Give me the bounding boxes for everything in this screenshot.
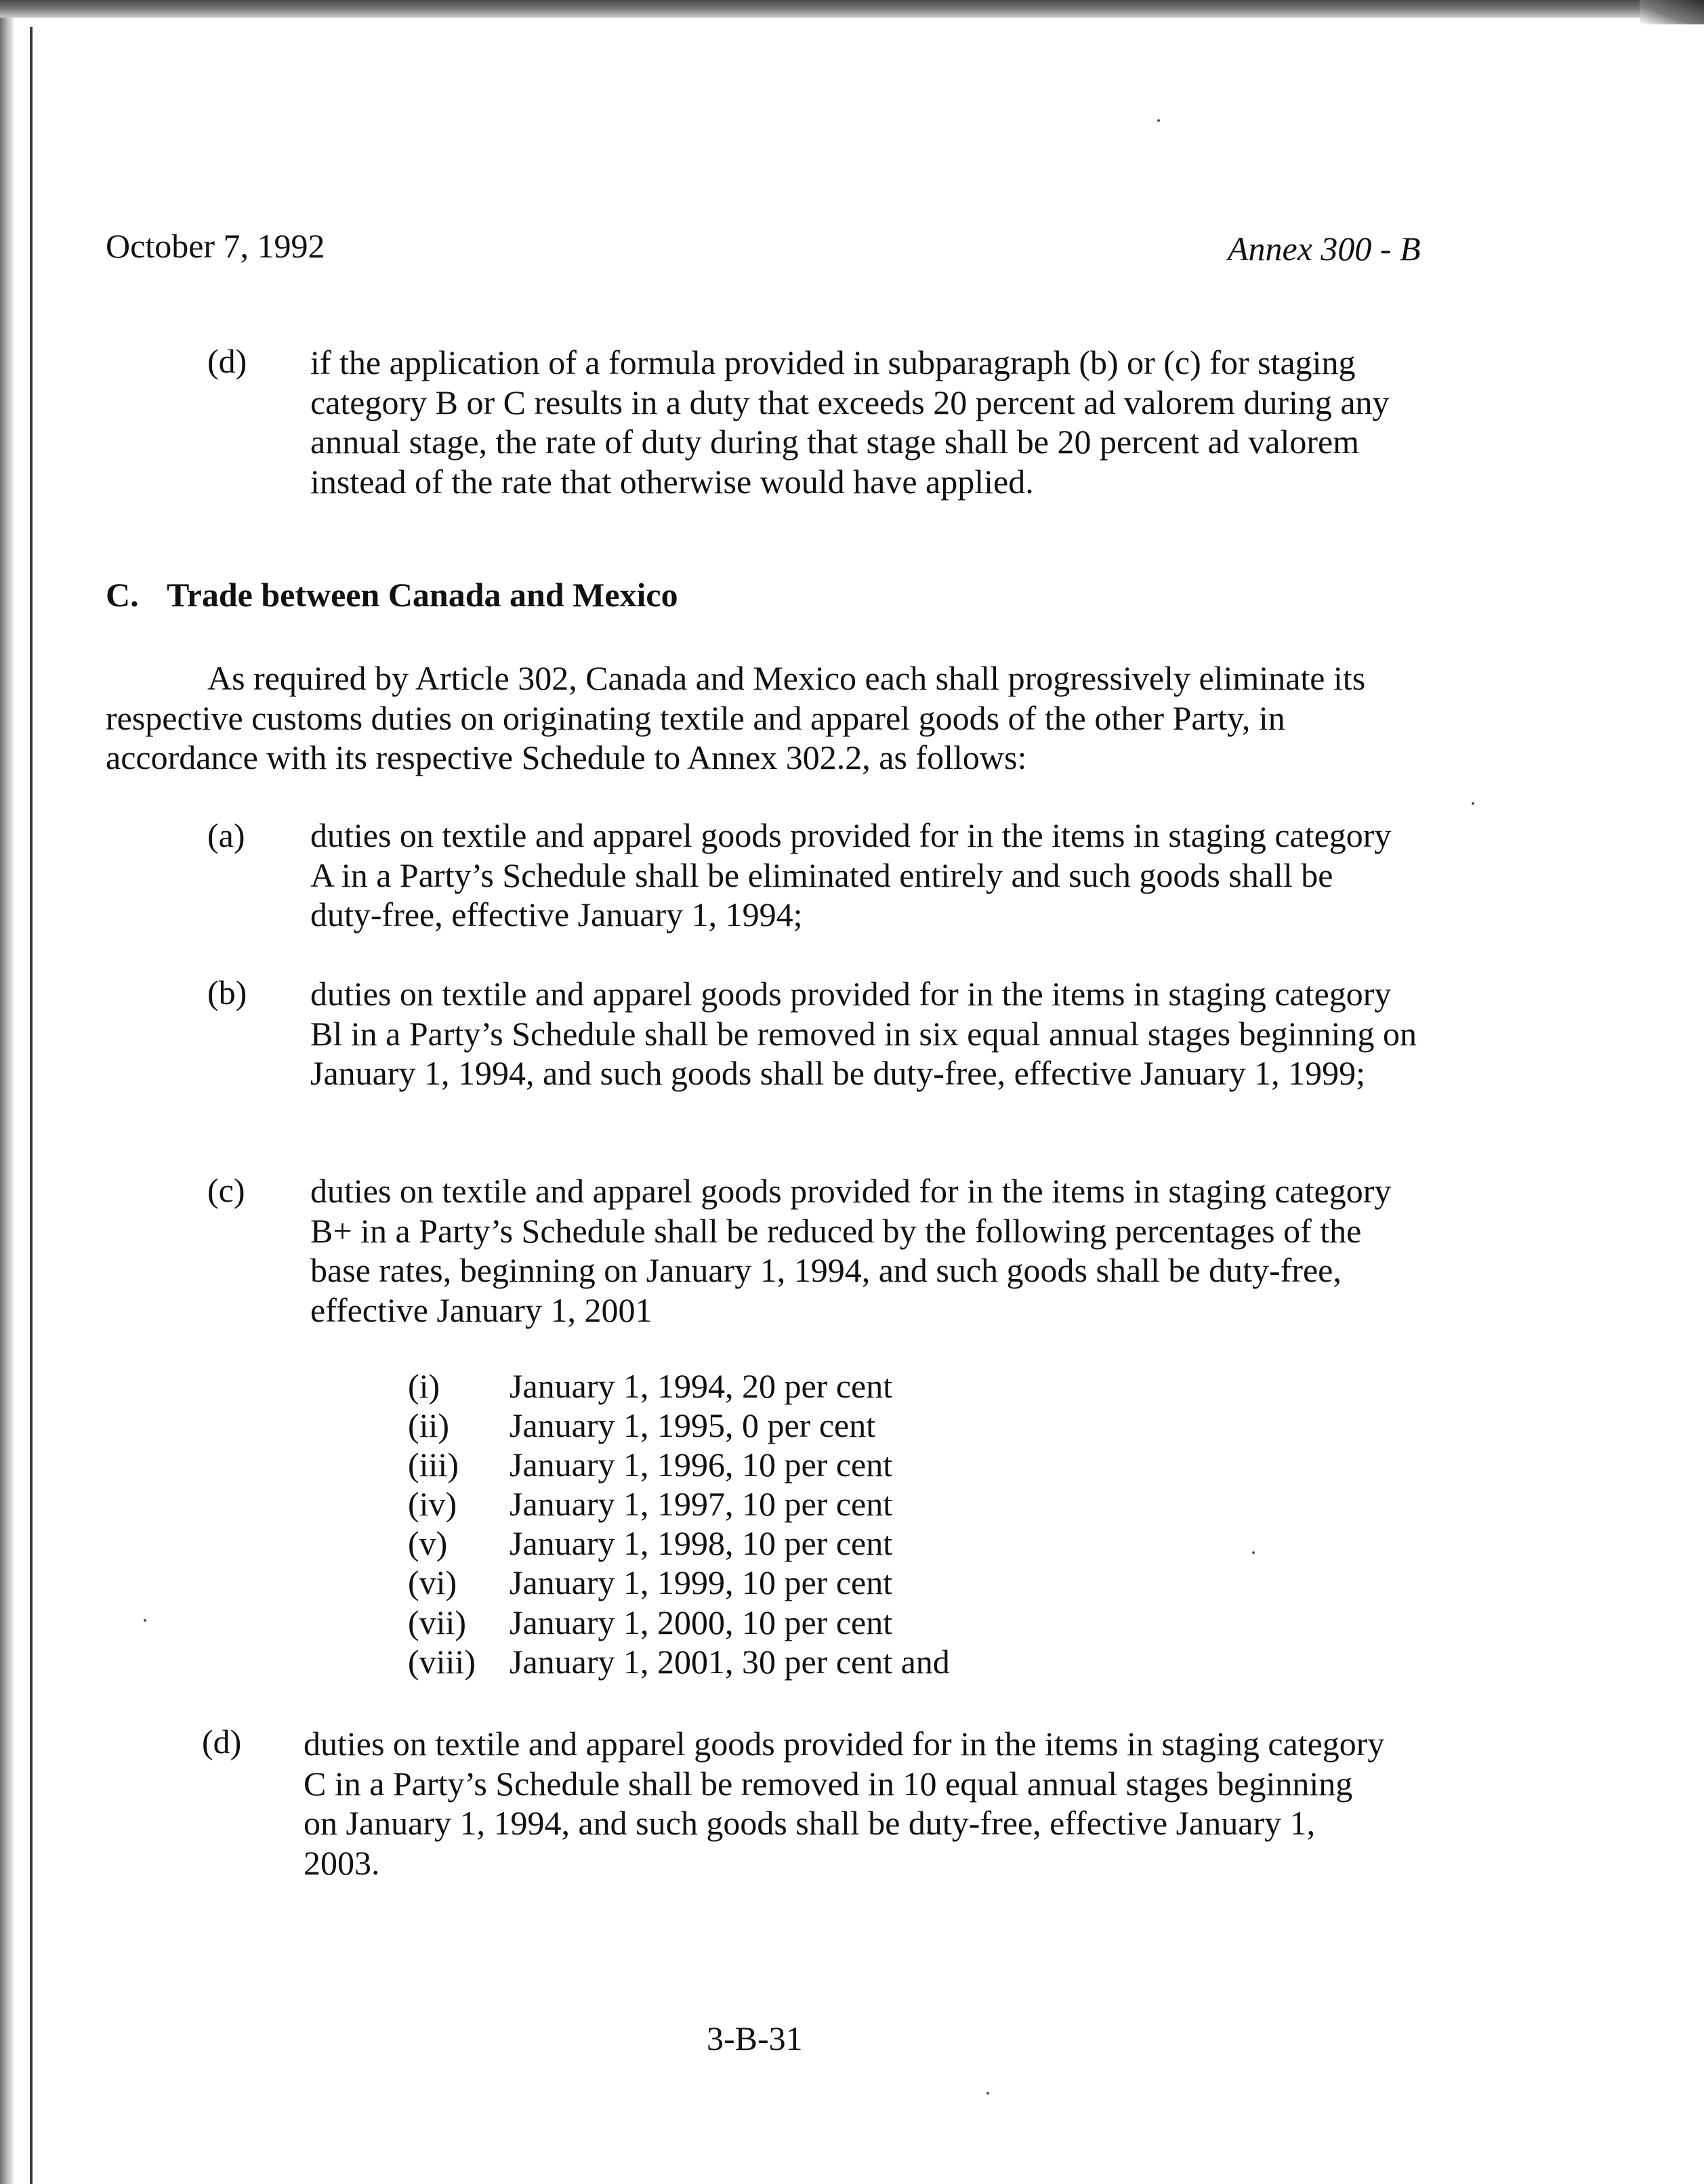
item-text-d: if the application of a formula provided in subparagraph (b) or (c) for staging category B or C results in a duty that exceeds 20 percent ad valorem during any annual stage, the rate of duty during that stage shall be 20 percent ad valorem instead of the rate that otherwise would have applied. (310, 343, 1390, 501)
list-item (408, 1366, 1018, 1406)
section-intro-paragraph: As required by Article 302, Canada and Mexico each shall progressively eliminate its respective customs duties on originating textile and apparel goods of the other Party, in accordance with its respective Schedule to Annex 302.2, as follows: (106, 659, 1366, 776)
section-letter: C. (106, 576, 139, 614)
section-title: Trade between Canada and Mexico (167, 576, 678, 614)
scan-speck (986, 2092, 989, 2095)
item-label-a: (a) (207, 816, 245, 854)
list-item (408, 1445, 1018, 1484)
item-label-d: (d) (207, 342, 247, 380)
scan-top-border (0, 0, 1704, 18)
list-item (408, 1524, 1018, 1563)
subitem-number: (i) (408, 1367, 440, 1405)
section-heading (106, 575, 678, 614)
annex-reference: Annex 300 - B (1228, 230, 1421, 268)
subitem-text: January 1, 1994, 20 per cent (510, 1367, 893, 1405)
item-label-d-section-c: (d) (202, 1723, 242, 1761)
scan-speck (1252, 1551, 1255, 1554)
item-label-b: (b) (207, 973, 247, 1011)
subitem-number: (v) (408, 1524, 448, 1562)
scan-speck (144, 1619, 146, 1622)
subitem-text: January 1, 1996, 10 per cent (510, 1446, 893, 1484)
item-text-d-section-c: duties on textile and apparel goods provided for in the items in staging category C in a Party’s Schedule shall be removed in 10 equal annual stages beginning on January 1, 1994, and such goods shall be duty-free, effective January 1, 2003. (304, 1725, 1385, 1882)
subitem-number: (vi) (408, 1563, 457, 1601)
scan-speck (1157, 119, 1160, 122)
item-text-a: duties on textile and apparel goods provided for in the items in staging category A in a Party’s Schedule shall be eliminated entirely and such goods shall be duty-free, effective January 1, 1994; (310, 816, 1392, 933)
subitem-text: January 1, 2000, 10 per cent (510, 1603, 893, 1641)
subitem-number: (iii) (408, 1446, 459, 1484)
scan-corner-shadow (1640, 0, 1704, 24)
list-item (408, 1603, 1018, 1642)
scan-speck (1472, 802, 1474, 805)
list-item (408, 1563, 1018, 1602)
scan-page-edge (30, 27, 33, 2184)
subitem-text: January 1, 2001, 30 per cent and (510, 1643, 950, 1681)
subitem-number: (vii) (408, 1603, 467, 1641)
document-date: October 7, 1992 (106, 227, 325, 265)
subitem-text: January 1, 1998, 10 per cent (510, 1524, 893, 1562)
list-item (408, 1642, 1018, 1681)
list-item (408, 1484, 1018, 1524)
scan-left-border (0, 18, 14, 2184)
item-text-c: duties on textile and apparel goods provided for in the items in staging category B+ in a Party’s Schedule shall be reduced by the following percentages of the base rates, beginning on January 1, 1994, and such goods shall be duty-free, effective January 1, 2001 (310, 1172, 1392, 1329)
subitem-text: January 1, 1999, 10 per cent (510, 1563, 893, 1601)
item-label-c: (c) (207, 1171, 245, 1209)
page-number: 3-B-31 (707, 2019, 803, 2057)
list-item (408, 1406, 1018, 1445)
subitem-number: (viii) (408, 1643, 476, 1681)
item-text-b: duties on textile and apparel goods provided for in the items in staging category Bl in a Party’s Schedule shall be removed in six equal annual stages beginning on January 1, 1994, and such goods shall be duty-free, effective January 1, 1999; (310, 975, 1417, 1092)
subitem-text: January 1, 1995, 0 per cent (510, 1406, 876, 1444)
subitem-number: (iv) (408, 1485, 457, 1523)
subitem-number: (ii) (408, 1406, 450, 1444)
subitem-text: January 1, 1997, 10 per cent (510, 1485, 893, 1523)
